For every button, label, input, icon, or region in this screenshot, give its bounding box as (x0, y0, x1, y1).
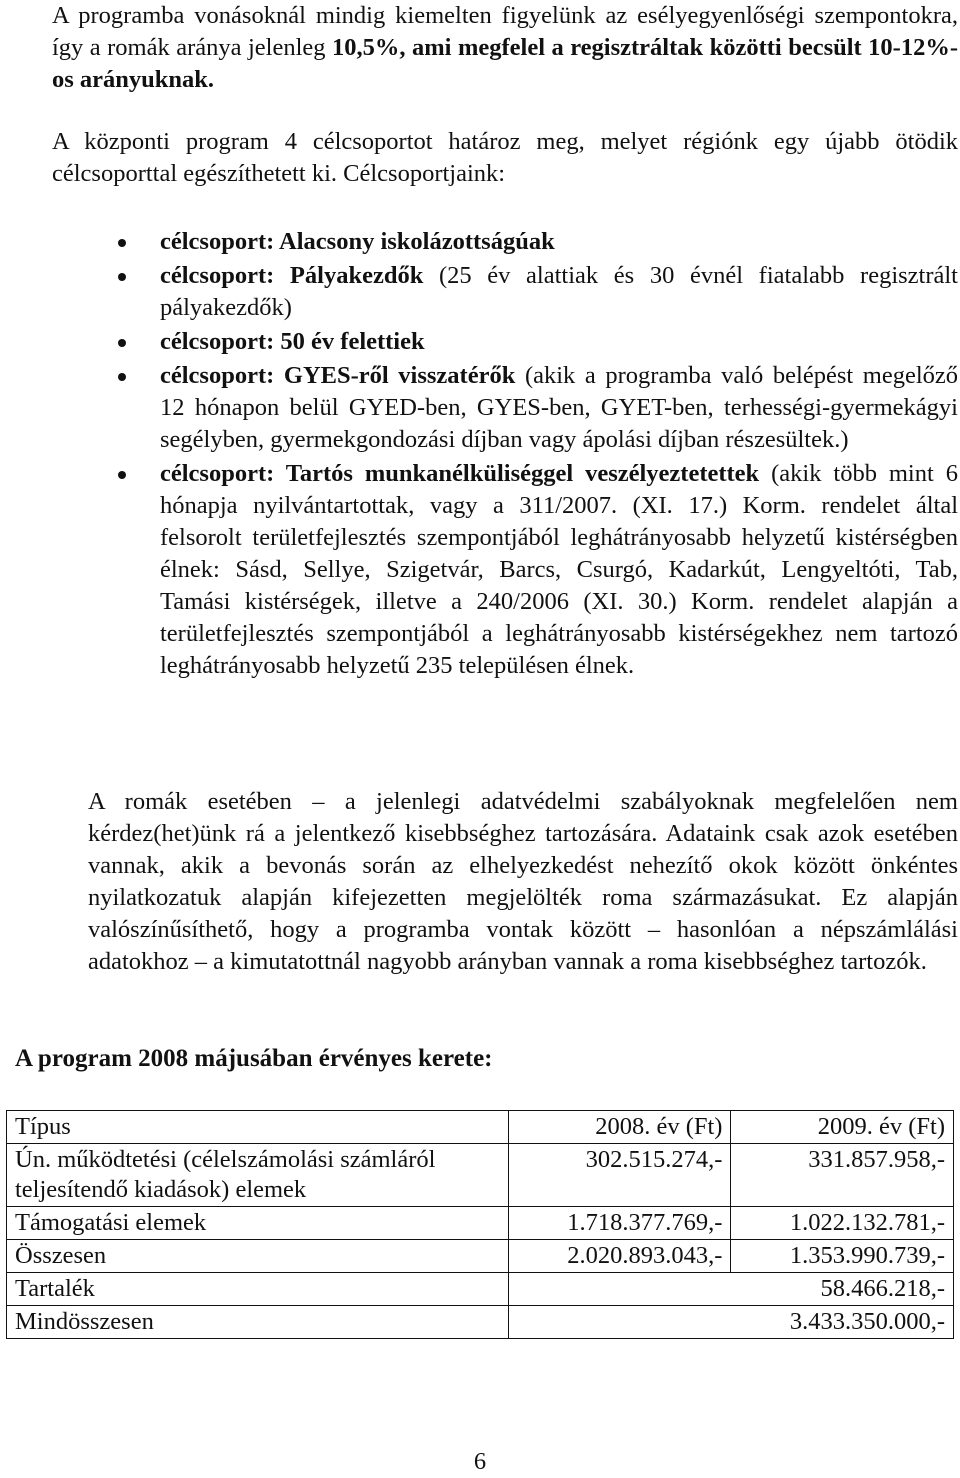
table-cell: 1.353.990.739,- (731, 1240, 954, 1273)
budget-table (6, 1110, 954, 1339)
target-group-list (160, 226, 958, 684)
table-cell: 302.515.274,- (508, 1144, 731, 1207)
paragraph-roma-ratio-bold: 10,5%, ami megfelel a regisztráltak közötti becsült 10-12%-os arányuknak. (52, 34, 958, 93)
table-header-cell: 2008. év (Ft) (508, 1111, 731, 1144)
table-row (7, 1207, 954, 1240)
table-cell: 3.433.350.000,- (508, 1306, 953, 1339)
list-item (160, 458, 958, 682)
table-cell: 1.718.377.769,- (508, 1207, 731, 1240)
target-group-detail: (25 év alattiak és 30 évnél fiatalabb regisztrált pályakezdők) (160, 262, 958, 321)
table-cell: Mindösszesen (7, 1306, 509, 1339)
table-row (7, 1240, 954, 1273)
paragraph-roma-ratio (52, 0, 958, 96)
page-number: 6 (473, 1448, 487, 1475)
list-item (160, 226, 958, 258)
table-header-row (7, 1111, 954, 1144)
list-item (160, 360, 958, 456)
table-header-cell: Típus (7, 1111, 509, 1144)
target-group-title: célcsoport: Pályakezdők (160, 262, 424, 289)
bullet-icon (118, 339, 126, 347)
section-heading: A program 2008 májusában érvényes kerete: (15, 1045, 493, 1072)
table-cell: 58.466.218,- (508, 1273, 953, 1306)
table-cell: Támogatási elemek (7, 1207, 509, 1240)
table-row (7, 1306, 954, 1339)
table-cell: 2.020.893.043,- (508, 1240, 731, 1273)
target-group-title: célcsoport: 50 év felettiek (160, 328, 425, 355)
bullet-icon (118, 471, 126, 479)
table-row (7, 1273, 954, 1306)
list-item (160, 260, 958, 324)
table-row (7, 1144, 954, 1207)
target-group-title: célcsoport: GYES-ről visszatérők (160, 362, 516, 389)
bullet-icon (118, 239, 126, 247)
table-cell: 331.857.958,- (731, 1144, 954, 1207)
target-group-title: célcsoport: Tartós munkanélküliséggel veszélyeztetettek (160, 460, 760, 487)
target-group-detail: (akik több mint 6 hónapja nyilvántartottak, vagy a 311/2007. (XI. 17.) Korm. rendelet által felsorolt területfejlesztés szempontjából leghátrányosabb helyzetű kistérségben élnek: Sásd, Sellye, Szigetvár, Barcs, Csurgó, Kadarkút, Lengyeltóti, Tab, Tamási kistérségek, illetve a 240/2006 (XI. 30.) Korm. rendelet alapján a területfejlesztés szempontjából a leghátrányosabb kistérségekhez nem tartozó leghátrányosabb helyzetű 235 településen élnek. (160, 460, 958, 679)
table-cell: Ún. működtetési (célelszámolási számláról teljesítendő kiadások) elemek (7, 1144, 509, 1207)
table-cell: 1.022.132.781,- (731, 1207, 954, 1240)
paragraph-roma-data: A romák esetében – a jelenlegi adatvédelmi szabályoknak megfelelően nem kérdez(het)ünk rá a jelentkező kisebbséghez tartozására. Adataink csak azok esetében vannak, akik a bevonás során az elhelyezkedést nehezítő okok között önkéntes nyilatkozatuk alapján kifejezetten megjelölték roma származásukat. Ez alapján valószínűsíthető, hogy a programba vontak között – hasonlóan a népszámlálási adatokhoz – a kimutatottnál nagyobb arányban vannak a roma kisebbséghez tartozók. (88, 788, 958, 975)
target-group-detail: (akik a programba való belépést megelőző 12 hónapon belül GYED-ben, GYES-ben, GYET-ben, terhességi-gyermekágyi segélyben, gyermekgondozási díjban vagy ápolási díjban részesültek.) (160, 362, 959, 453)
table-header-cell: 2009. év (Ft) (731, 1111, 954, 1144)
table-cell: Összesen (7, 1240, 509, 1273)
target-group-title: célcsoport: Alacsony iskolázottságúak (160, 228, 555, 255)
paragraph-target-groups-intro: A központi program 4 célcsoportot határoz meg, melyet régiónk egy újabb ötödik célcsoporttal egészíthetett ki. Célcsoportjaink: (52, 128, 958, 187)
paragraph-roma-ratio-text: A programba vonásoknál mindig kiemelten figyelünk az esélyegyenlőségi szempontokra, így a romák aránya jelenleg (52, 2, 958, 61)
bullet-icon (118, 273, 126, 281)
bullet-icon (118, 373, 126, 381)
list-item (160, 326, 958, 358)
table-cell: Tartalék (7, 1273, 509, 1306)
